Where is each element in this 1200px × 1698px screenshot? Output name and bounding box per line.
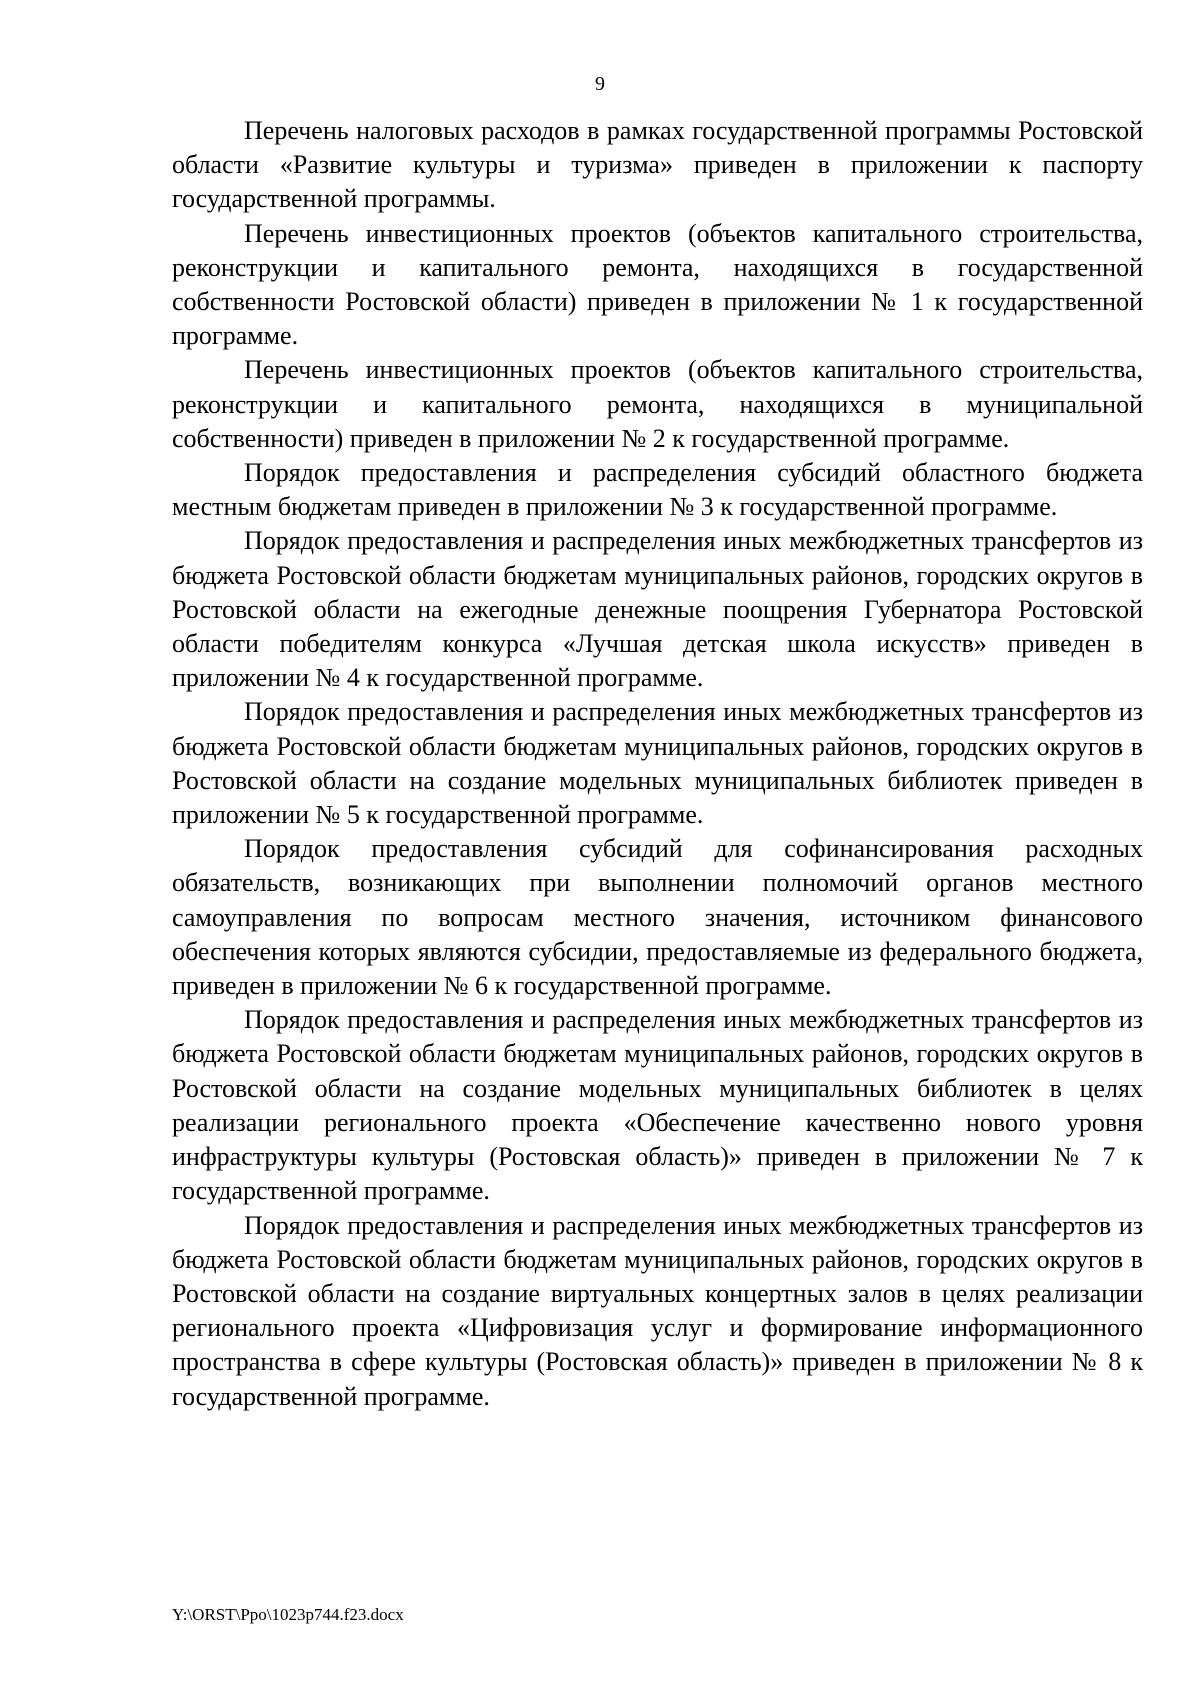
paragraph-investment-projects-municipal: Перечень инвестиционных проектов (объектов капитального строительства, реконструкции и капитального ремонта, находящихся в муниципальной собственности) приведен в приложении № 2 к государственной программе. <box>172 355 1143 453</box>
paragraph-investment-projects-state: Перечень инвестиционных проектов (объектов капитального строительства, реконструкции и капитального ремонта, находящихся в государственной собственности Ростовской области) приведен в приложении № 1 к государственной программе. <box>172 218 1143 351</box>
footer-file-path: Y:\ORST\Ppo\1023p744.f23.docx <box>172 1605 404 1624</box>
paragraph-tax-expenditures: Перечень налоговых расходов в рамках государственной программы Ростовской области «Развитие культуры и туризма» приведен в приложении к паспорту государственной программы. <box>172 116 1143 214</box>
paragraph-model-libraries-transfers: Порядок предоставления и распределения иных межбюджетных трансфертов из бюджета Ростовской области бюджетам муниципальных районов, городских округов в Ростовской области на создание модельных муниципальных библиотек приведен в приложении № 5 к государственной программе. <box>172 697 1143 830</box>
paragraph-cofinancing-subsidies: Порядок предоставления субсидий для софинансирования расходных обязательств, возникающих при выполнении полномочий органов местного самоуправления по вопросам местного значения, источником финансового обеспечения которых являются субсидии, предоставляемые из федерального бюджета, приведен в приложении № 6 к государственной программе. <box>172 834 1143 1001</box>
paragraph-art-school-transfers: Порядок предоставления и распределения иных межбюджетных трансфертов из бюджета Ростовской области бюджетам муниципальных районов, городских округов в Ростовской области на ежегодные денежные поощрения Губернатора Ростовской области победителям конкурса «Лучшая детская школа искусств» приведен в приложении № 4 к государственной программе. <box>172 526 1143 693</box>
paragraph-regional-project-libraries: Порядок предоставления и распределения иных межбюджетных трансфертов из бюджета Ростовской области бюджетам муниципальных районов, городских округов в Ростовской области на создание модельных муниципальных библиотек в целях реализации регионального проекта «Обеспечение качественно нового уровня инфраструктуры культуры (Ростовская область)» приведен в приложении № 7 к государственной программе. <box>172 1005 1143 1206</box>
paragraph-virtual-concert-halls: Порядок предоставления и распределения иных межбюджетных трансфертов из бюджета Ростовской области бюджетам муниципальных районов, городских округов в Ростовской области на создание виртуальных концертных залов в целях реализации регионального проекта «Цифровизация услуг и формирование информационного пространства в сфере культуры (Ростовская область)» приведен в приложении № 8 к государственной программе. <box>172 1210 1143 1411</box>
page-number: 9 <box>595 73 605 95</box>
paragraph-subsidies-procedure: Порядок предоставления и распределения субсидий областного бюджета местным бюджетам приведен в приложении № 3 к государственной программе. <box>172 458 1143 522</box>
document-body <box>172 114 1143 1414</box>
